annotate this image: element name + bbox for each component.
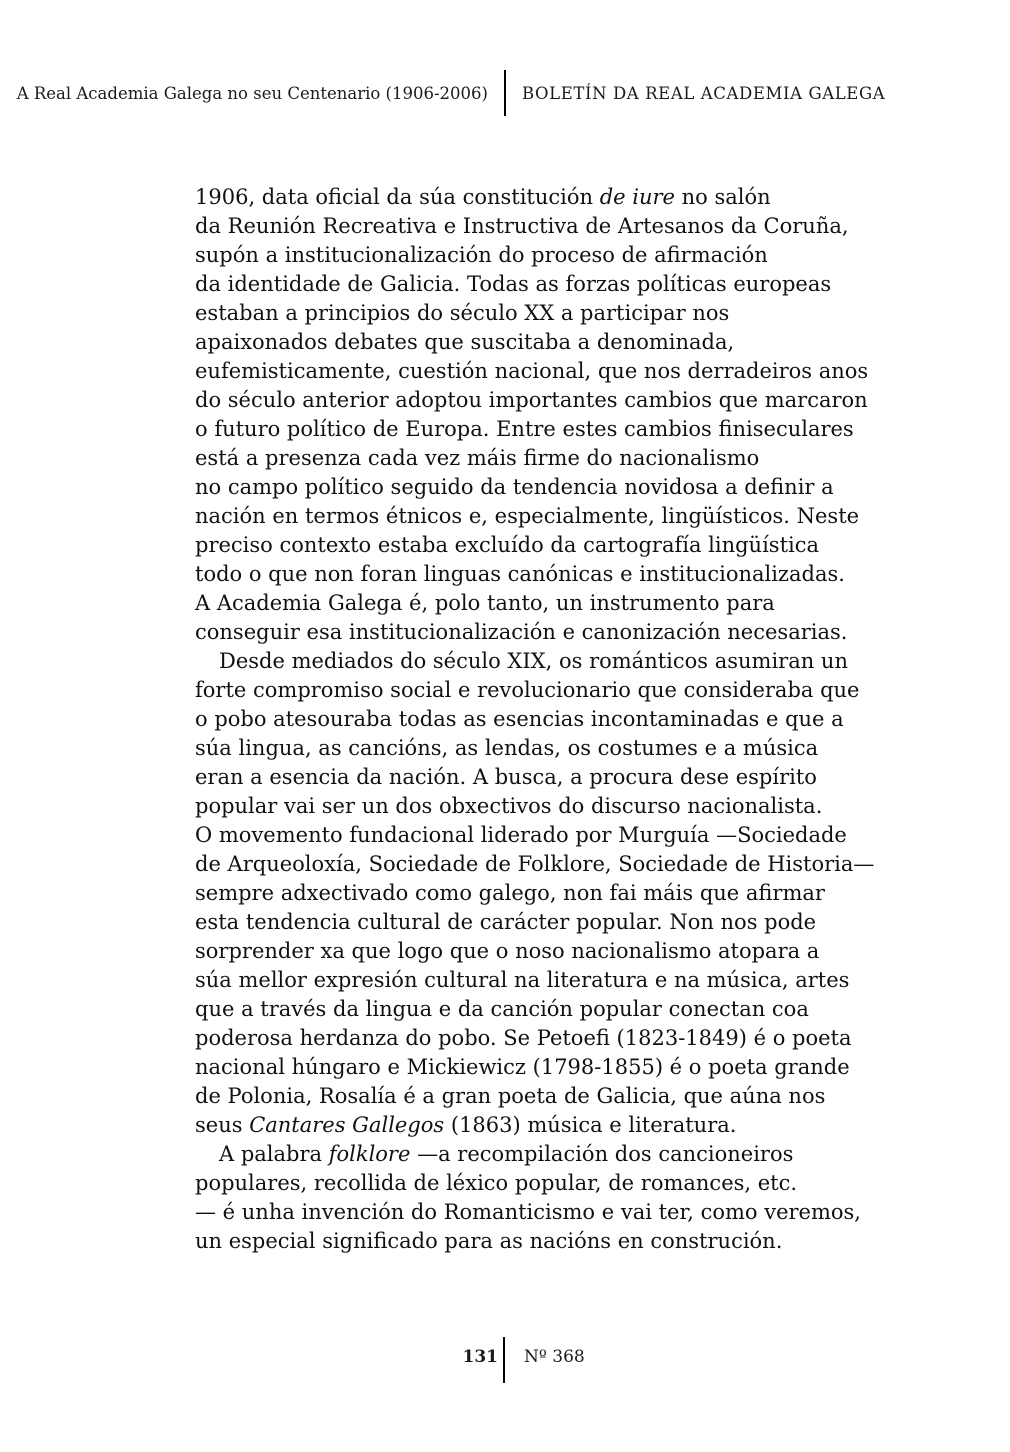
text-segment: nacional húngaro e Mickiewicz (1798-1855) é o poeta grande (195, 1055, 850, 1079)
text-segment: — é unha invención do Romanticismo e vai ter, como veremos, (195, 1200, 861, 1224)
text-segment: (1863) música e literatura. (444, 1113, 737, 1137)
text-line (195, 241, 867, 270)
text-line (195, 1053, 867, 1082)
text-segment: no salón (674, 185, 771, 209)
text-line (195, 1111, 867, 1140)
text-line (195, 763, 867, 792)
italic-text-segment: de iure (599, 185, 675, 209)
text-line (195, 502, 867, 531)
text-line (195, 1024, 867, 1053)
text-line (195, 821, 867, 850)
footer-page-number: 131 (462, 1347, 498, 1367)
text-line (195, 618, 867, 647)
text-segment: A palabra (219, 1142, 329, 1166)
text-segment: da identidade de Galicia. Todas as forzas políticas europeas (195, 272, 832, 296)
text-segment: está a presenza cada vez máis firme do nacionalismo (195, 446, 760, 470)
header-divider-rule (504, 70, 506, 116)
text-segment: un especial significado para as nacións en construción. (195, 1229, 783, 1253)
text-segment: o futuro político de Europa. Entre estes cambios finiseculares (195, 417, 854, 441)
text-segment: O movemento fundacional liderado por Murguía —Sociedade (195, 823, 847, 847)
text-segment: do século anterior adoptou importantes cambios que marcaron (195, 388, 868, 412)
text-line (195, 937, 867, 966)
text-segment: da Reunión Recreativa e Instructiva de Artesanos da Coruña, (195, 214, 849, 238)
text-segment: populares, recollida de léxico popular, de romances, etc. (195, 1171, 798, 1195)
footer-divider-rule (503, 1337, 505, 1383)
text-segment: supón a institucionalización do proceso de afirmación (195, 243, 768, 267)
paragraph (195, 1140, 867, 1256)
text-segment: 1906, data oficial da súa constitución (195, 185, 600, 209)
paragraph (195, 647, 875, 1140)
italic-text-segment: folklore (328, 1142, 411, 1166)
text-line (195, 444, 867, 473)
text-line (195, 1082, 867, 1111)
text-segment: esta tendencia cultural de carácter popular. Non nos pode (195, 910, 817, 934)
text-line (195, 792, 867, 821)
text-segment: popular vai ser un dos obxectivos do discurso nacionalista. (195, 794, 823, 818)
header-journal-title: BOLETÍN DA REAL ACADEMIA GALEGA (522, 84, 886, 103)
text-line (195, 966, 867, 995)
text-line (195, 647, 867, 676)
text-segment: Desde mediados do século XIX, os románticos asumiran un (219, 649, 848, 673)
text-segment: eufemisticamente, cuestión nacional, que nos derradeiros anos (195, 359, 869, 383)
text-line (195, 560, 867, 589)
text-line (195, 270, 867, 299)
text-line (195, 357, 867, 386)
text-segment: sorprender xa que logo que o noso nacionalismo atopara a (195, 939, 820, 963)
text-segment: de Polonia, Rosalía é a gran poeta de Galicia, que aúna nos (195, 1084, 826, 1108)
text-line (195, 183, 867, 212)
text-segment: eran a esencia da nación. A busca, a procura dese espírito (195, 765, 817, 789)
italic-text-segment: Cantares Gallegos (249, 1113, 445, 1137)
text-line (195, 995, 867, 1024)
text-segment: A Academia Galega é, polo tanto, un instrumento para (195, 591, 775, 615)
body-text (195, 183, 875, 1256)
text-line (195, 850, 875, 879)
paragraph (195, 183, 867, 647)
text-segment: seus (195, 1113, 250, 1137)
text-segment: poderosa herdanza do pobo. Se Petoefi (1823-1849) é o poeta (195, 1026, 852, 1050)
text-segment: conseguir esa institucionalización e canonización necesarias. (195, 620, 848, 644)
text-segment: todo o que non foran linguas canónicas e institucionalizadas. (195, 562, 845, 586)
text-segment: súa lingua, as cancións, as lendas, os costumes e a música (195, 736, 819, 760)
text-segment: o pobo atesouraba todas as esencias incontaminadas e que a (195, 707, 844, 731)
text-line (195, 212, 867, 241)
text-segment: estaban a principios do século XX a participar nos (195, 301, 730, 325)
text-segment: —a recompilación dos cancioneiros (410, 1142, 794, 1166)
text-segment: sempre adxectivado como galego, non fai máis que afirmar (195, 881, 825, 905)
text-segment: apaixonados debates que suscitaba a denominada, (195, 330, 735, 354)
text-line (195, 1140, 867, 1169)
text-segment: que a través da lingua e da canción popular conectan coa (195, 997, 809, 1021)
text-line (195, 386, 867, 415)
text-line (195, 1169, 867, 1198)
header-running-title: A Real Academia Galega no seu Centenario (1906-2006) (16, 84, 488, 103)
text-line (195, 1198, 867, 1227)
text-segment: no campo político seguido da tendencia novidosa a definir a (195, 475, 834, 499)
text-line (195, 705, 867, 734)
text-line (195, 328, 867, 357)
text-line (195, 908, 867, 937)
text-line (195, 1227, 867, 1256)
text-line (195, 299, 867, 328)
text-segment: de Arqueoloxía, Sociedade de Folklore, Sociedade de Historia— (195, 852, 875, 876)
footer-issue-number: Nº 368 (524, 1347, 585, 1367)
text-line (195, 676, 867, 705)
text-line (195, 415, 867, 444)
text-line (195, 473, 867, 502)
text-segment: súa mellor expresión cultural na literatura e na música, artes (195, 968, 850, 992)
text-segment: forte compromiso social e revolucionario que consideraba que (195, 678, 860, 702)
text-segment: preciso contexto estaba excluído da cartografía lingüística (195, 533, 820, 557)
text-segment: nación en termos étnicos e, especialmente, lingüísticos. Neste (195, 504, 860, 528)
text-line (195, 734, 867, 763)
text-line (195, 531, 867, 560)
text-line (195, 589, 867, 618)
text-line (195, 879, 867, 908)
